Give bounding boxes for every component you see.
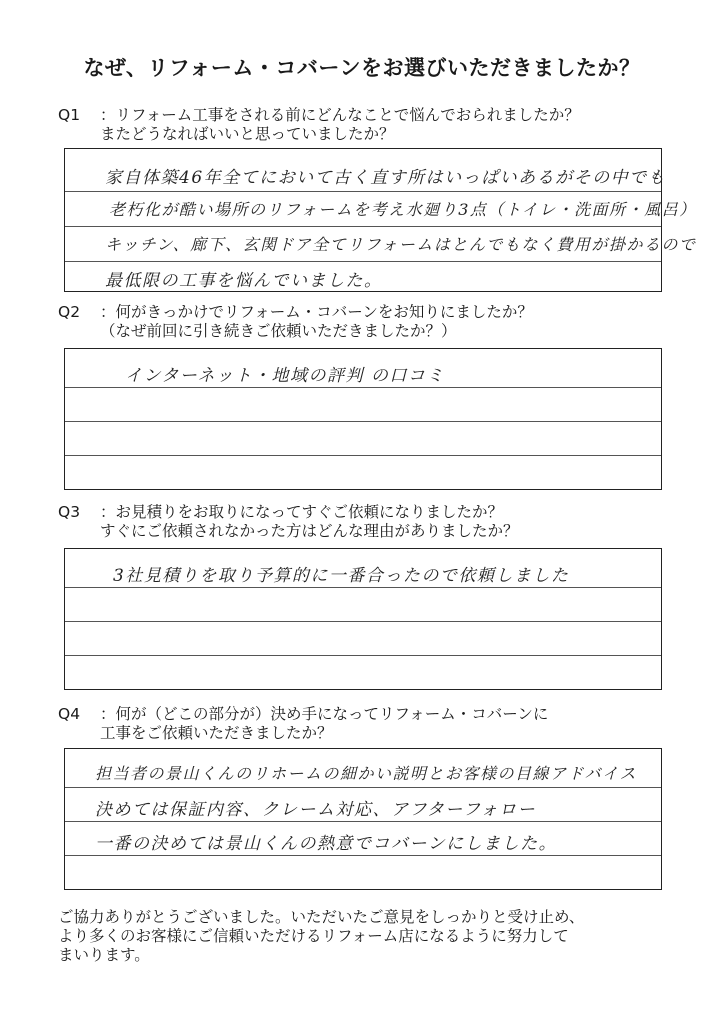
footer-line: まいります。 xyxy=(58,946,150,964)
ruled-line xyxy=(65,421,661,422)
question-subtext: またどうなればいいと思っていましたか？ xyxy=(100,125,395,143)
answer-box-3 xyxy=(64,548,662,690)
handwritten-answer: 担当者の景山くんのリホームの細かい説明とお客様の目線アドバイス xyxy=(95,764,638,783)
question-number: Q3 xyxy=(58,503,81,521)
question-subtext: すぐにご依頼されなかった方はどんな理由がありましたか？ xyxy=(100,522,519,540)
handwritten-answer: 3社見積りを取り予算的に一番合ったので依頼しました xyxy=(113,566,570,586)
ruled-line xyxy=(65,787,661,788)
ruled-line xyxy=(65,655,661,656)
ruled-line xyxy=(65,191,661,192)
question-subtext: （なぜ前回に引き続きご依頼いただきましたか？） xyxy=(100,322,457,340)
question-text: ：リフォーム工事をされる前にどんなことで悩んでおられましたか？ xyxy=(100,106,580,124)
ruled-line xyxy=(65,387,661,388)
handwritten-answer: キッチン、廊下、玄関ドア全てリフォームはとんでもなく費用が掛かるので xyxy=(105,235,697,254)
handwritten-answer: 決めては保証内容、クレーム対応、アフターフォロー xyxy=(95,800,537,820)
ruled-line xyxy=(65,261,661,262)
ruled-line xyxy=(65,226,661,227)
question-subtext: 工事をご依頼いただきましたか？ xyxy=(100,724,333,742)
answer-box-1 xyxy=(64,148,697,292)
question-number: Q1 xyxy=(58,106,81,124)
answer-box-4 xyxy=(64,748,662,890)
handwritten-answer: 一番の決めては景山くんの熱意でコバーンにしました。 xyxy=(95,834,558,854)
question-number: Q2 xyxy=(58,303,81,321)
question-1 xyxy=(58,106,580,144)
ruled-line xyxy=(65,455,661,456)
handwritten-answer: インターネット・地域の評判 の口コミ xyxy=(125,366,445,386)
question-number: Q4 xyxy=(58,705,81,723)
question-2 xyxy=(58,303,533,341)
ruled-line xyxy=(65,621,661,622)
ruled-line xyxy=(65,855,661,856)
page-title: なぜ、リフォーム・コバーンをお選びいただきましたか？ xyxy=(83,56,641,80)
footer-message xyxy=(58,908,584,965)
handwritten-answer: 最低限の工事を悩んでいました。 xyxy=(105,271,383,291)
footer-line: より多くのお客様にご信頼いただけるリフォーム店になるように努力して xyxy=(58,927,569,945)
question-text: ：お見積りをお取りになってすぐご依頼になりましたか？ xyxy=(100,503,504,521)
question-3 xyxy=(58,503,519,541)
handwritten-answer: 家自体築46年全てにおいて古く直す所はいっぱいあるがその中でも xyxy=(105,168,667,188)
answer-box-2 xyxy=(64,348,662,490)
question-text: ：何がきっかけでリフォーム・コバーンをお知りにましたか？ xyxy=(100,303,533,321)
handwritten-answer: 老朽化が酷い場所のリフォームを考え水廻り3点（トイレ・洗面所・風呂） xyxy=(109,200,697,219)
question-4 xyxy=(58,705,548,743)
ruled-line xyxy=(65,587,661,588)
question-text: ：何が（どこの部分が）決め手になってリフォーム・コバーンに xyxy=(100,705,549,723)
ruled-line xyxy=(65,821,661,822)
footer-line: ご協力ありがとうございました。いただいたご意見をしっかりと受け止め、 xyxy=(58,908,585,926)
